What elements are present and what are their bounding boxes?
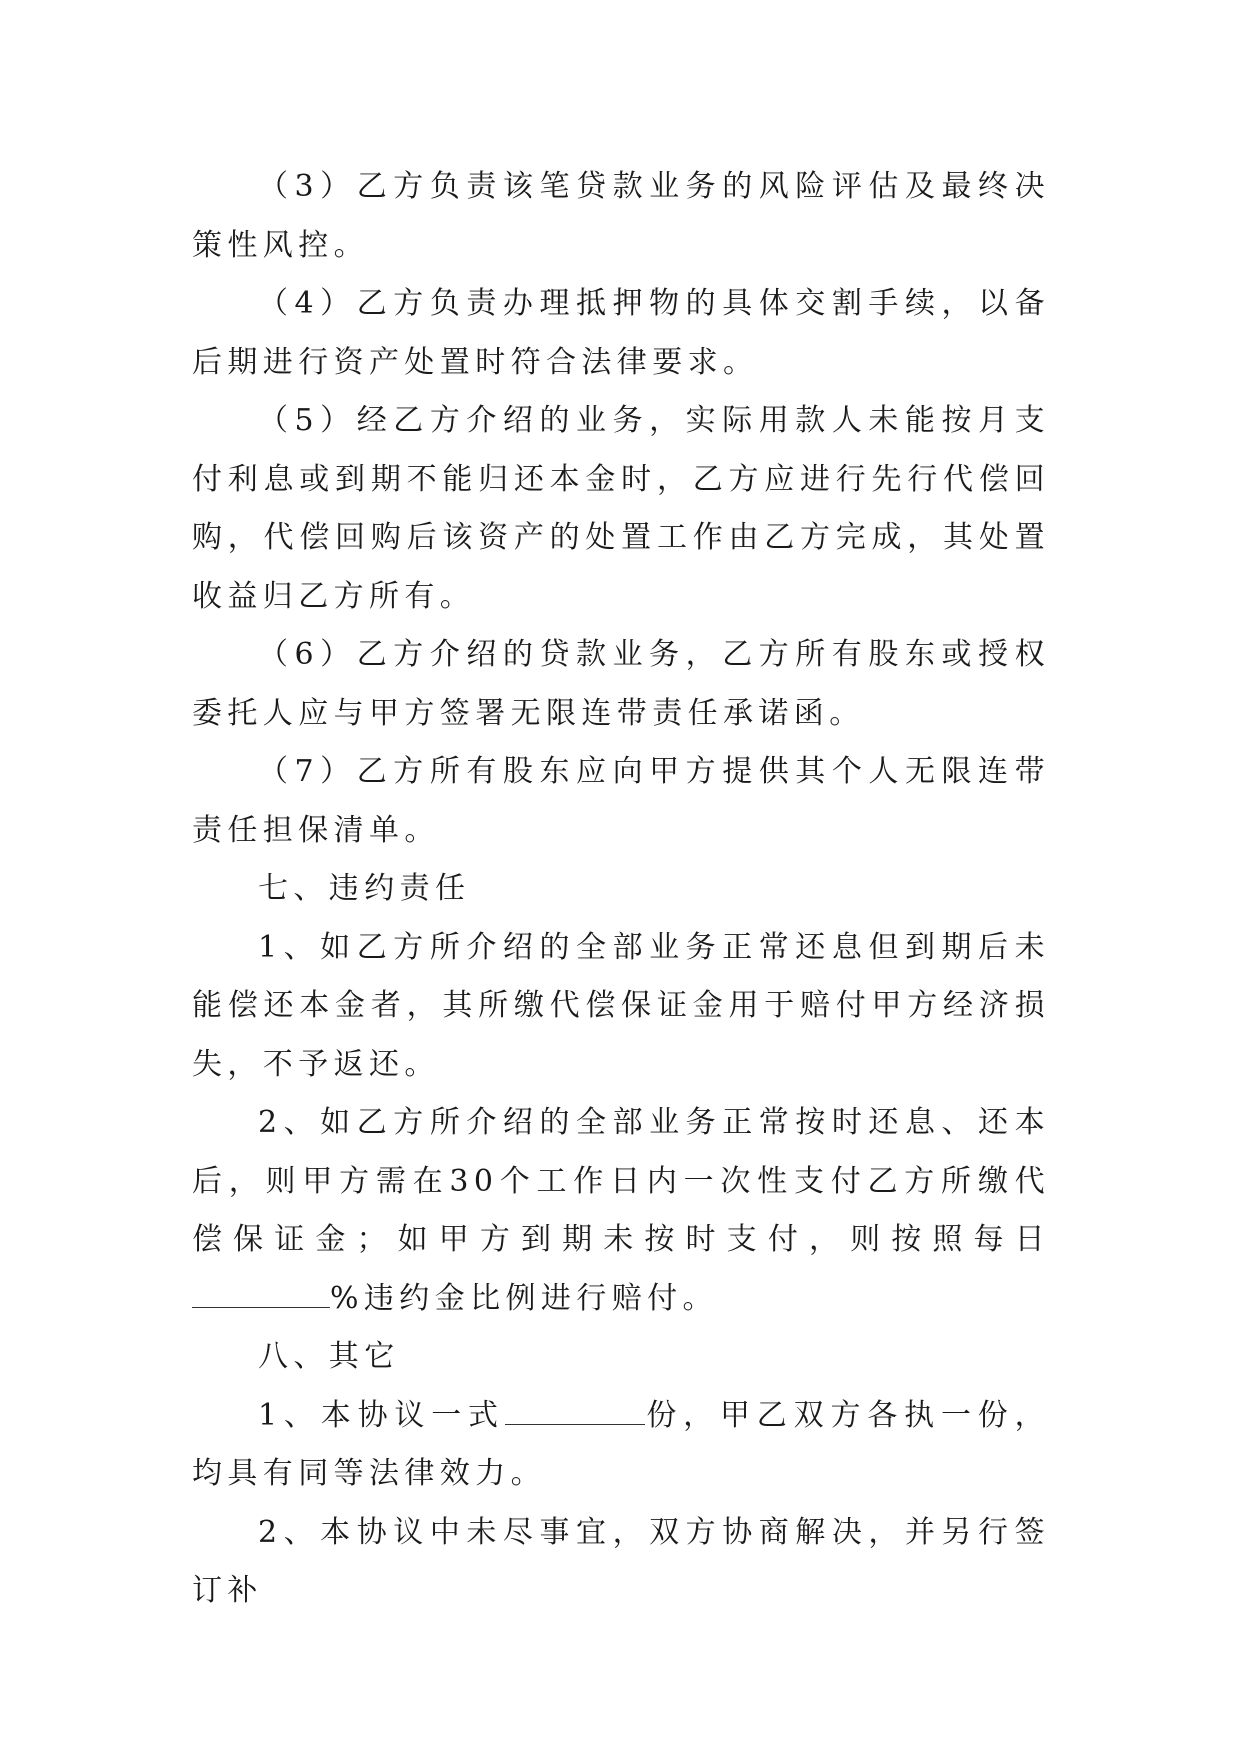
section-7-item-2-before: 2、如乙方所介绍的全部业务正常按时还息、还本后，则甲方需在30个工作日内一次性支付乙方所缴代偿保证金；如甲方到期未按时支付，则按照每日 <box>192 1105 1050 1257</box>
clause-4: （4）乙方负责办理抵押物的具体交割手续，以备后期进行资产处置时符合法律要求。 <box>192 286 1050 380</box>
clause-6: （6）乙方介绍的贷款业务，乙方所有股东或授权委托人应与甲方签署无限连带责任承诺函。 <box>192 637 1050 731</box>
copies-count-blank <box>505 1396 645 1425</box>
section-7-item-2 <box>192 1094 1050 1328</box>
section-7-item-2-after: %违约金比例进行赔付。 <box>330 1280 718 1316</box>
section-heading-7: 七、违约责任 <box>258 871 471 906</box>
clause-5: （5）经乙方介绍的业务，实际用款人未能按月支付利息或到期不能归还本金时，乙方应进行先行代偿回购，代偿回购后该资产的处置工作由乙方完成，其处置收益归乙方所有。 <box>192 403 1050 614</box>
document-page <box>192 158 1050 1621</box>
section-8-item-1-before: 1、本协议一式 <box>258 1397 505 1433</box>
section-7-item-1: 1、如乙方所介绍的全部业务正常还息但到期后未能偿还本金者，其所缴代偿保证金用于赔付甲方经济损失，不予返还。 <box>192 929 1050 1082</box>
section-8-item-1 <box>192 1387 1050 1504</box>
section-8-item-2: 2、本协议中未尽事宜，双方协商解决，并另行签订补 <box>192 1514 1050 1608</box>
section-8-item-1-after: 份，甲乙双方各执一份，均具有同等法律效力。 <box>192 1397 1050 1491</box>
clause-7: （7）乙方所有股东应向甲方提供其个人无限连带责任担保清单。 <box>192 754 1050 848</box>
section-heading-8: 八、其它 <box>258 1339 400 1374</box>
clause-3: （3）乙方负责该笔贷款业务的风险评估及最终决策性风控。 <box>192 169 1050 263</box>
daily-penalty-rate-blank <box>192 1279 330 1308</box>
